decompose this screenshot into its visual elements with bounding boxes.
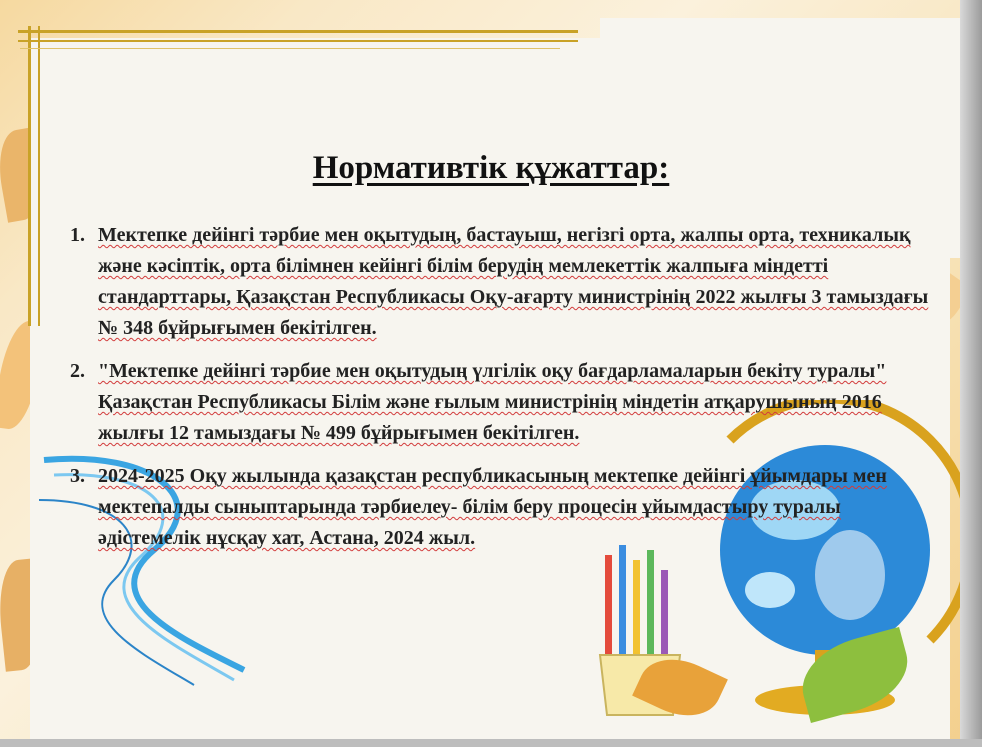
list-item-text: Мектепке дейінгі тәрбие мен оқытудың, бастауыш, негізгі орта, жалпы орта, техникалық және кәсіптік, орта білімнен кейінгі білім берудің мемлекеттік жалпыға міндетті стандарттары, Қазақстан Республикасы Оқу-ағарту министрінің 2022 жылғы 3 тамыздағы № 348 бұйрығымен бекітілген.: [98, 224, 929, 339]
list-number: 3.: [70, 465, 85, 487]
list-item: [66, 356, 936, 449]
gold-frame-line: [18, 30, 578, 33]
gold-frame-line: [18, 40, 578, 42]
list-item-text: "Мектепке дейінгі тәрбие мен оқытудың үлгілік оқу бағдарламаларын бекіту туралы" Қазақстан Республикасы Білім және ғылым министрінің міндетін атқарушының 2016 жылғы 12 тамыздағы № 499 бұйрығымен бекітілген.: [98, 360, 887, 444]
list-number: 1.: [70, 224, 85, 246]
list-item: [66, 461, 936, 554]
gold-frame-line: [20, 48, 560, 49]
list-number: 2.: [70, 360, 85, 382]
window-edge: [0, 739, 982, 747]
list-item: [66, 220, 936, 344]
window-edge: [960, 0, 982, 747]
document-list: [66, 220, 936, 566]
slide-title: Нормативтік құжаттар:: [312, 150, 670, 186]
list-item-text: 2024-2025 Оқу жылында қазақстан республикасының мектепке дейінгі ұйымдары мен мектепалды сыныптарында тәрбиелеу- білім беру процесін ұйымдастыру туралы әдістемелік нұсқау хат, Астана, 2024 жыл.: [98, 465, 887, 549]
